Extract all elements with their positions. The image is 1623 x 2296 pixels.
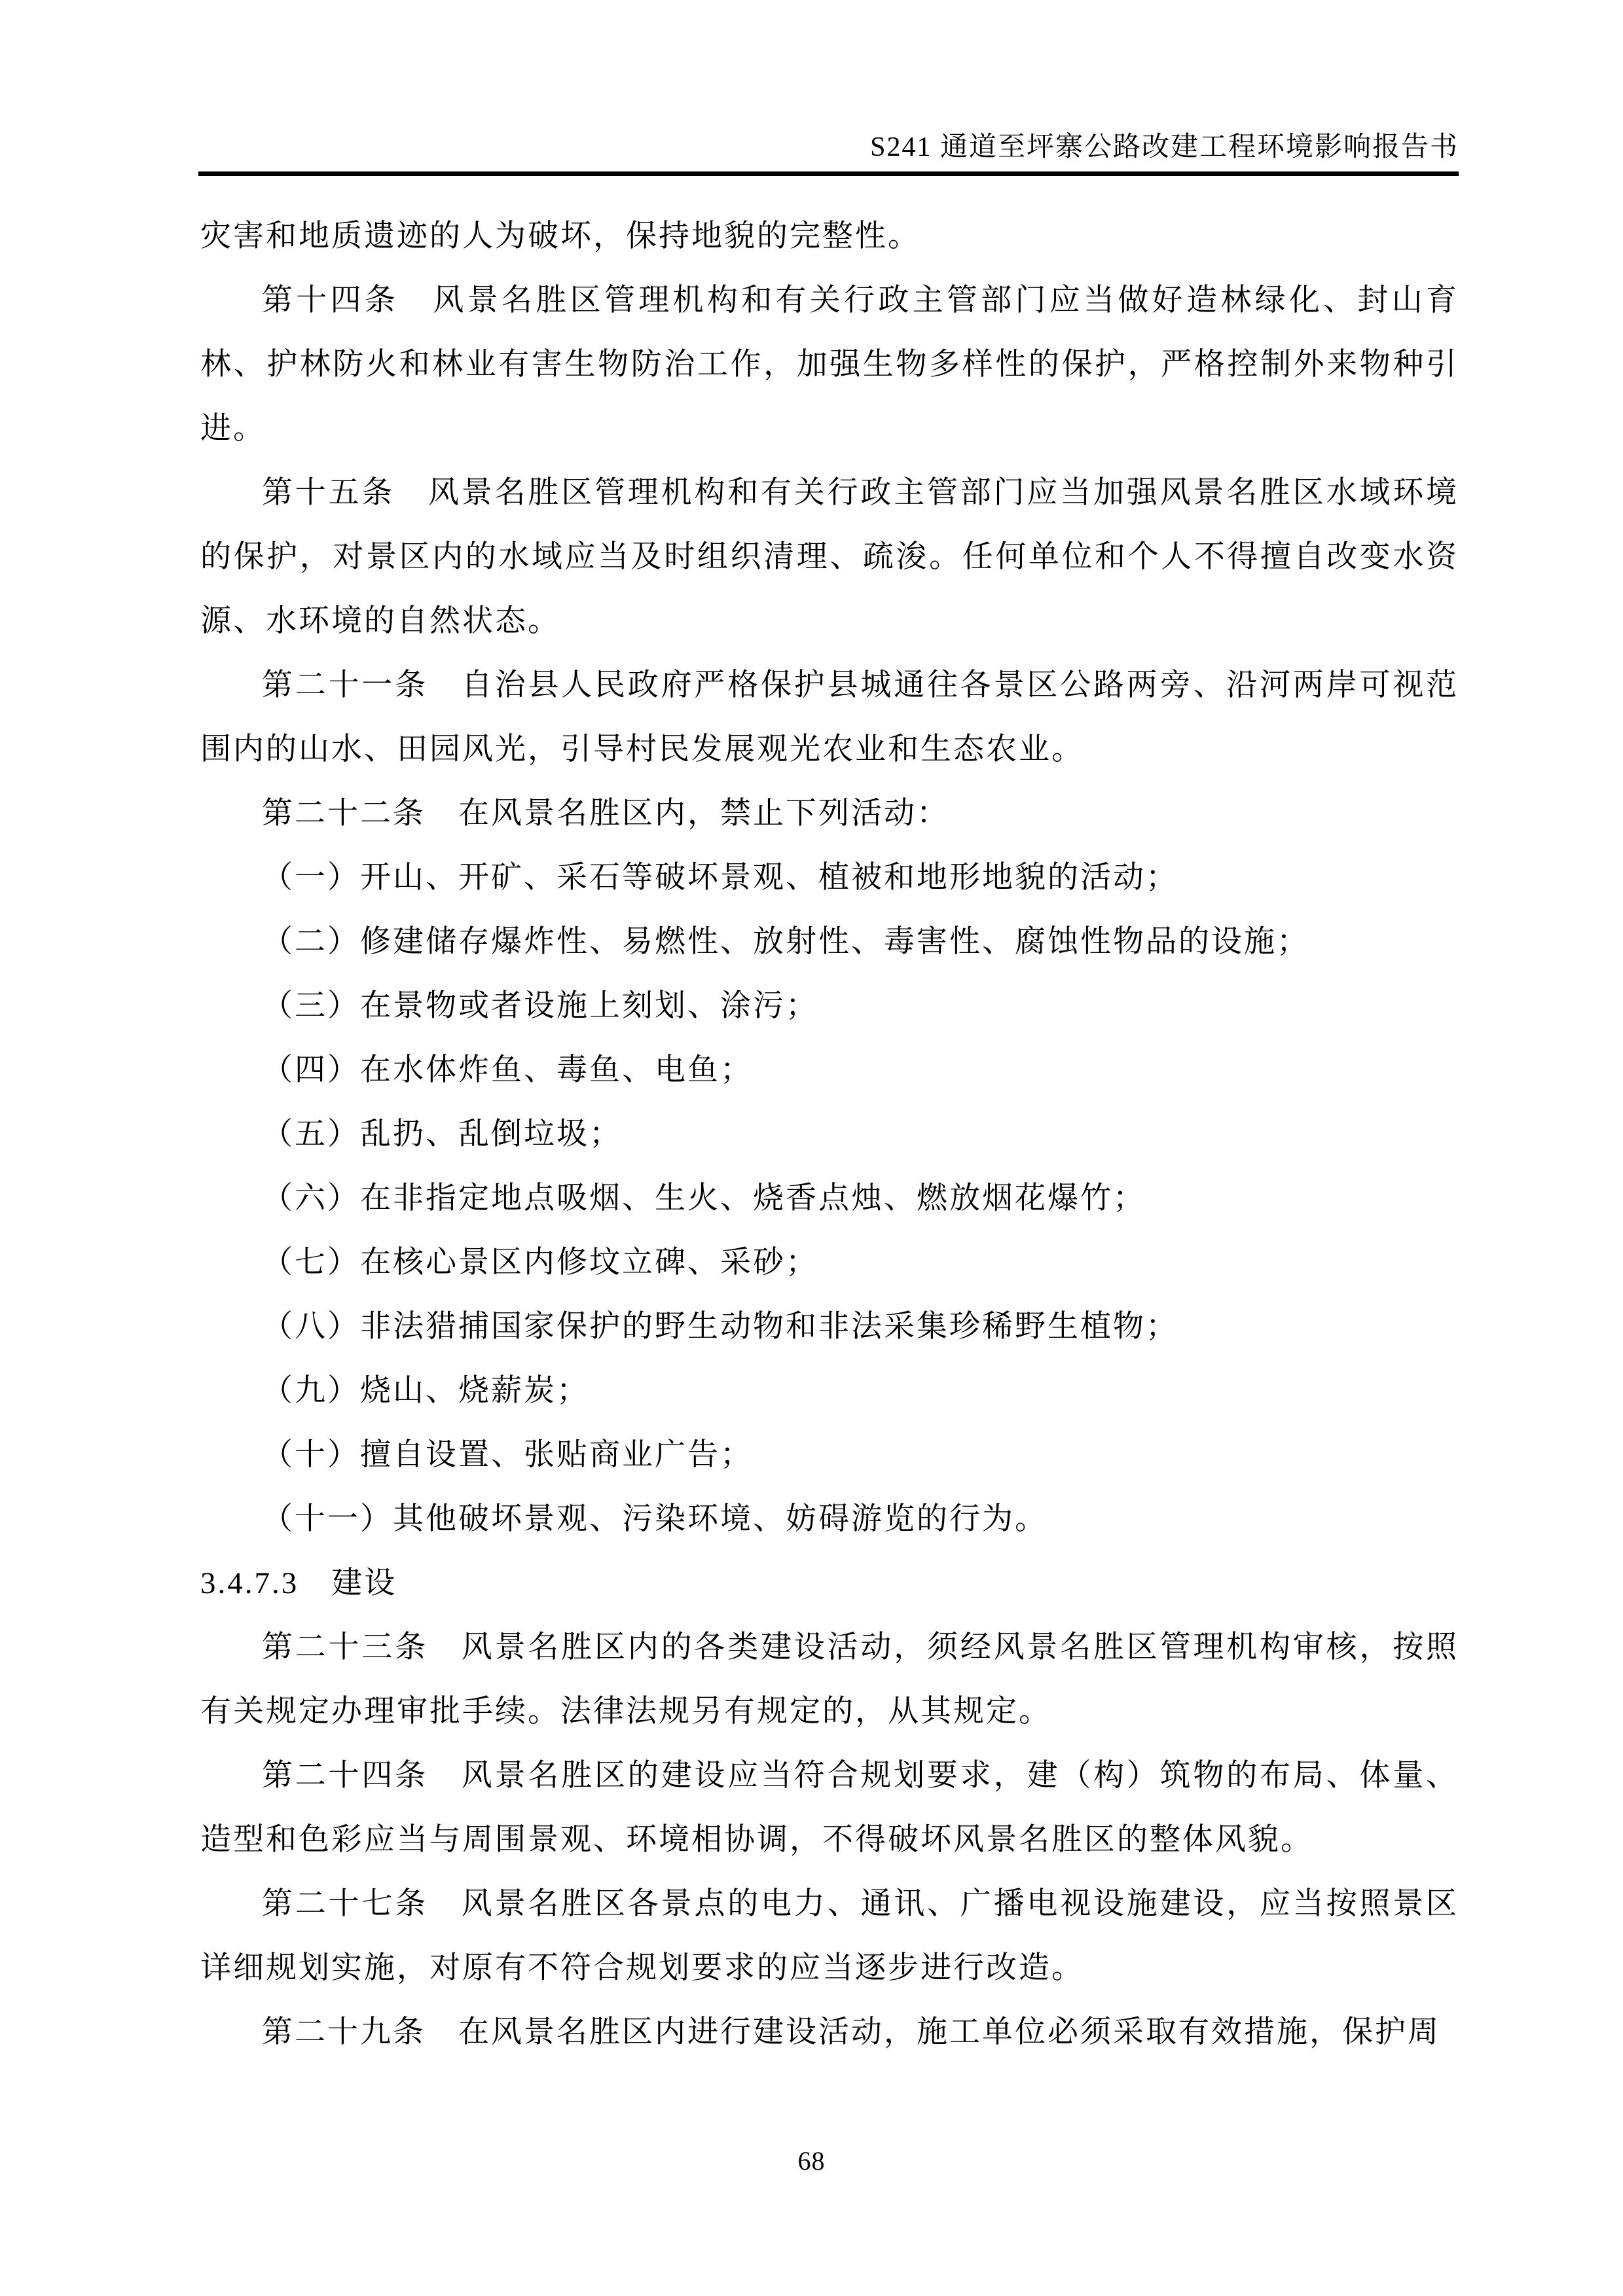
paragraph: （十一）其他破坏景观、污染环境、妨碍游览的行为。	[262, 1502, 1048, 1536]
page-number: 68	[797, 2146, 826, 2176]
paragraph: （四）在水体炸鱼、毒鱼、电鱼；	[262, 1053, 753, 1087]
paragraph: （七）在核心景区内修坟立碑、采砂；	[262, 1246, 818, 1280]
paragraph: 第二十四条 风景名胜区的建设应当符合规划要求，建（构）筑物的布局、体量、造型和色彩应当与周围景观、环境相协调，不得破坏风景名胜区的整体风貌。	[200, 1759, 1459, 1857]
section-heading: 3.4.7.3 建设	[200, 1566, 397, 1600]
paragraph: （六）在非指定地点吸烟、生火、烧香点烛、燃放烟花爆竹；	[262, 1181, 1146, 1215]
paragraph: 第十四条 风景名胜区管理机构和有关行政主管部门应当做好造林绿化、封山育林、护林防火和林业有害生物防治工作，加强生物多样性的保护，严格控制外来物种引进。	[200, 283, 1459, 446]
paragraph: 第二十二条 在风景名胜区内，禁止下列活动：	[262, 797, 949, 831]
page-header	[198, 131, 1459, 176]
paragraph: （五）乱扔、乱倒垃圾；	[262, 1117, 622, 1151]
header-title: S241 通道至坪寨公路改建工程环境影响报告书	[870, 132, 1459, 162]
paragraph: （八）非法猎捕国家保护的野生动物和非法采集珍稀野生植物；	[262, 1310, 1178, 1344]
document-body	[200, 204, 1459, 2064]
paragraph: 第二十九条 在风景名胜区内进行建设活动，施工单位必须采取有效措施，保护周	[262, 2015, 1440, 2049]
paragraph: 第十五条 风景名胜区管理机构和有关行政主管部门应当加强风景名胜区水域环境的保护，对景区内的水域应当及时组织清理、疏浚。任何单位和个人不得擅自改变水资源、水环境的自然状态。	[200, 476, 1459, 638]
paragraph: 灾害和地质遗迹的人为破坏，保持地貌的完整性。	[200, 219, 921, 253]
paragraph: （一）开山、开矿、采石等破坏景观、植被和地形地貌的活动；	[262, 861, 1178, 895]
paragraph: 第二十七条 风景名胜区各景点的电力、通讯、广播电视设施建设，应当按照景区详细规划实施，对原有不符合规划要求的应当逐步进行改造。	[200, 1887, 1459, 1985]
paragraph: （十）擅自设置、张贴商业广告；	[262, 1438, 753, 1472]
paragraph: （三）在景物或者设施上刻划、涂污；	[262, 989, 818, 1023]
paragraph: 第二十三条 风景名胜区内的各类建设活动，须经风景名胜区管理机构审核，按照有关规定办理审批手续。法律法规另有规定的，从其规定。	[200, 1630, 1459, 1729]
paragraph: （二）修建储存爆炸性、易燃性、放射性、毒害性、腐蚀性物品的设施；	[262, 925, 1309, 959]
paragraph: （九）烧山、烧薪炭；	[262, 1374, 589, 1408]
paragraph: 第二十一条 自治县人民政府严格保护县城通往各景区公路两旁、沿河两岸可视范围内的山水、田园风光，引导村民发展观光农业和生态农业。	[200, 668, 1459, 766]
